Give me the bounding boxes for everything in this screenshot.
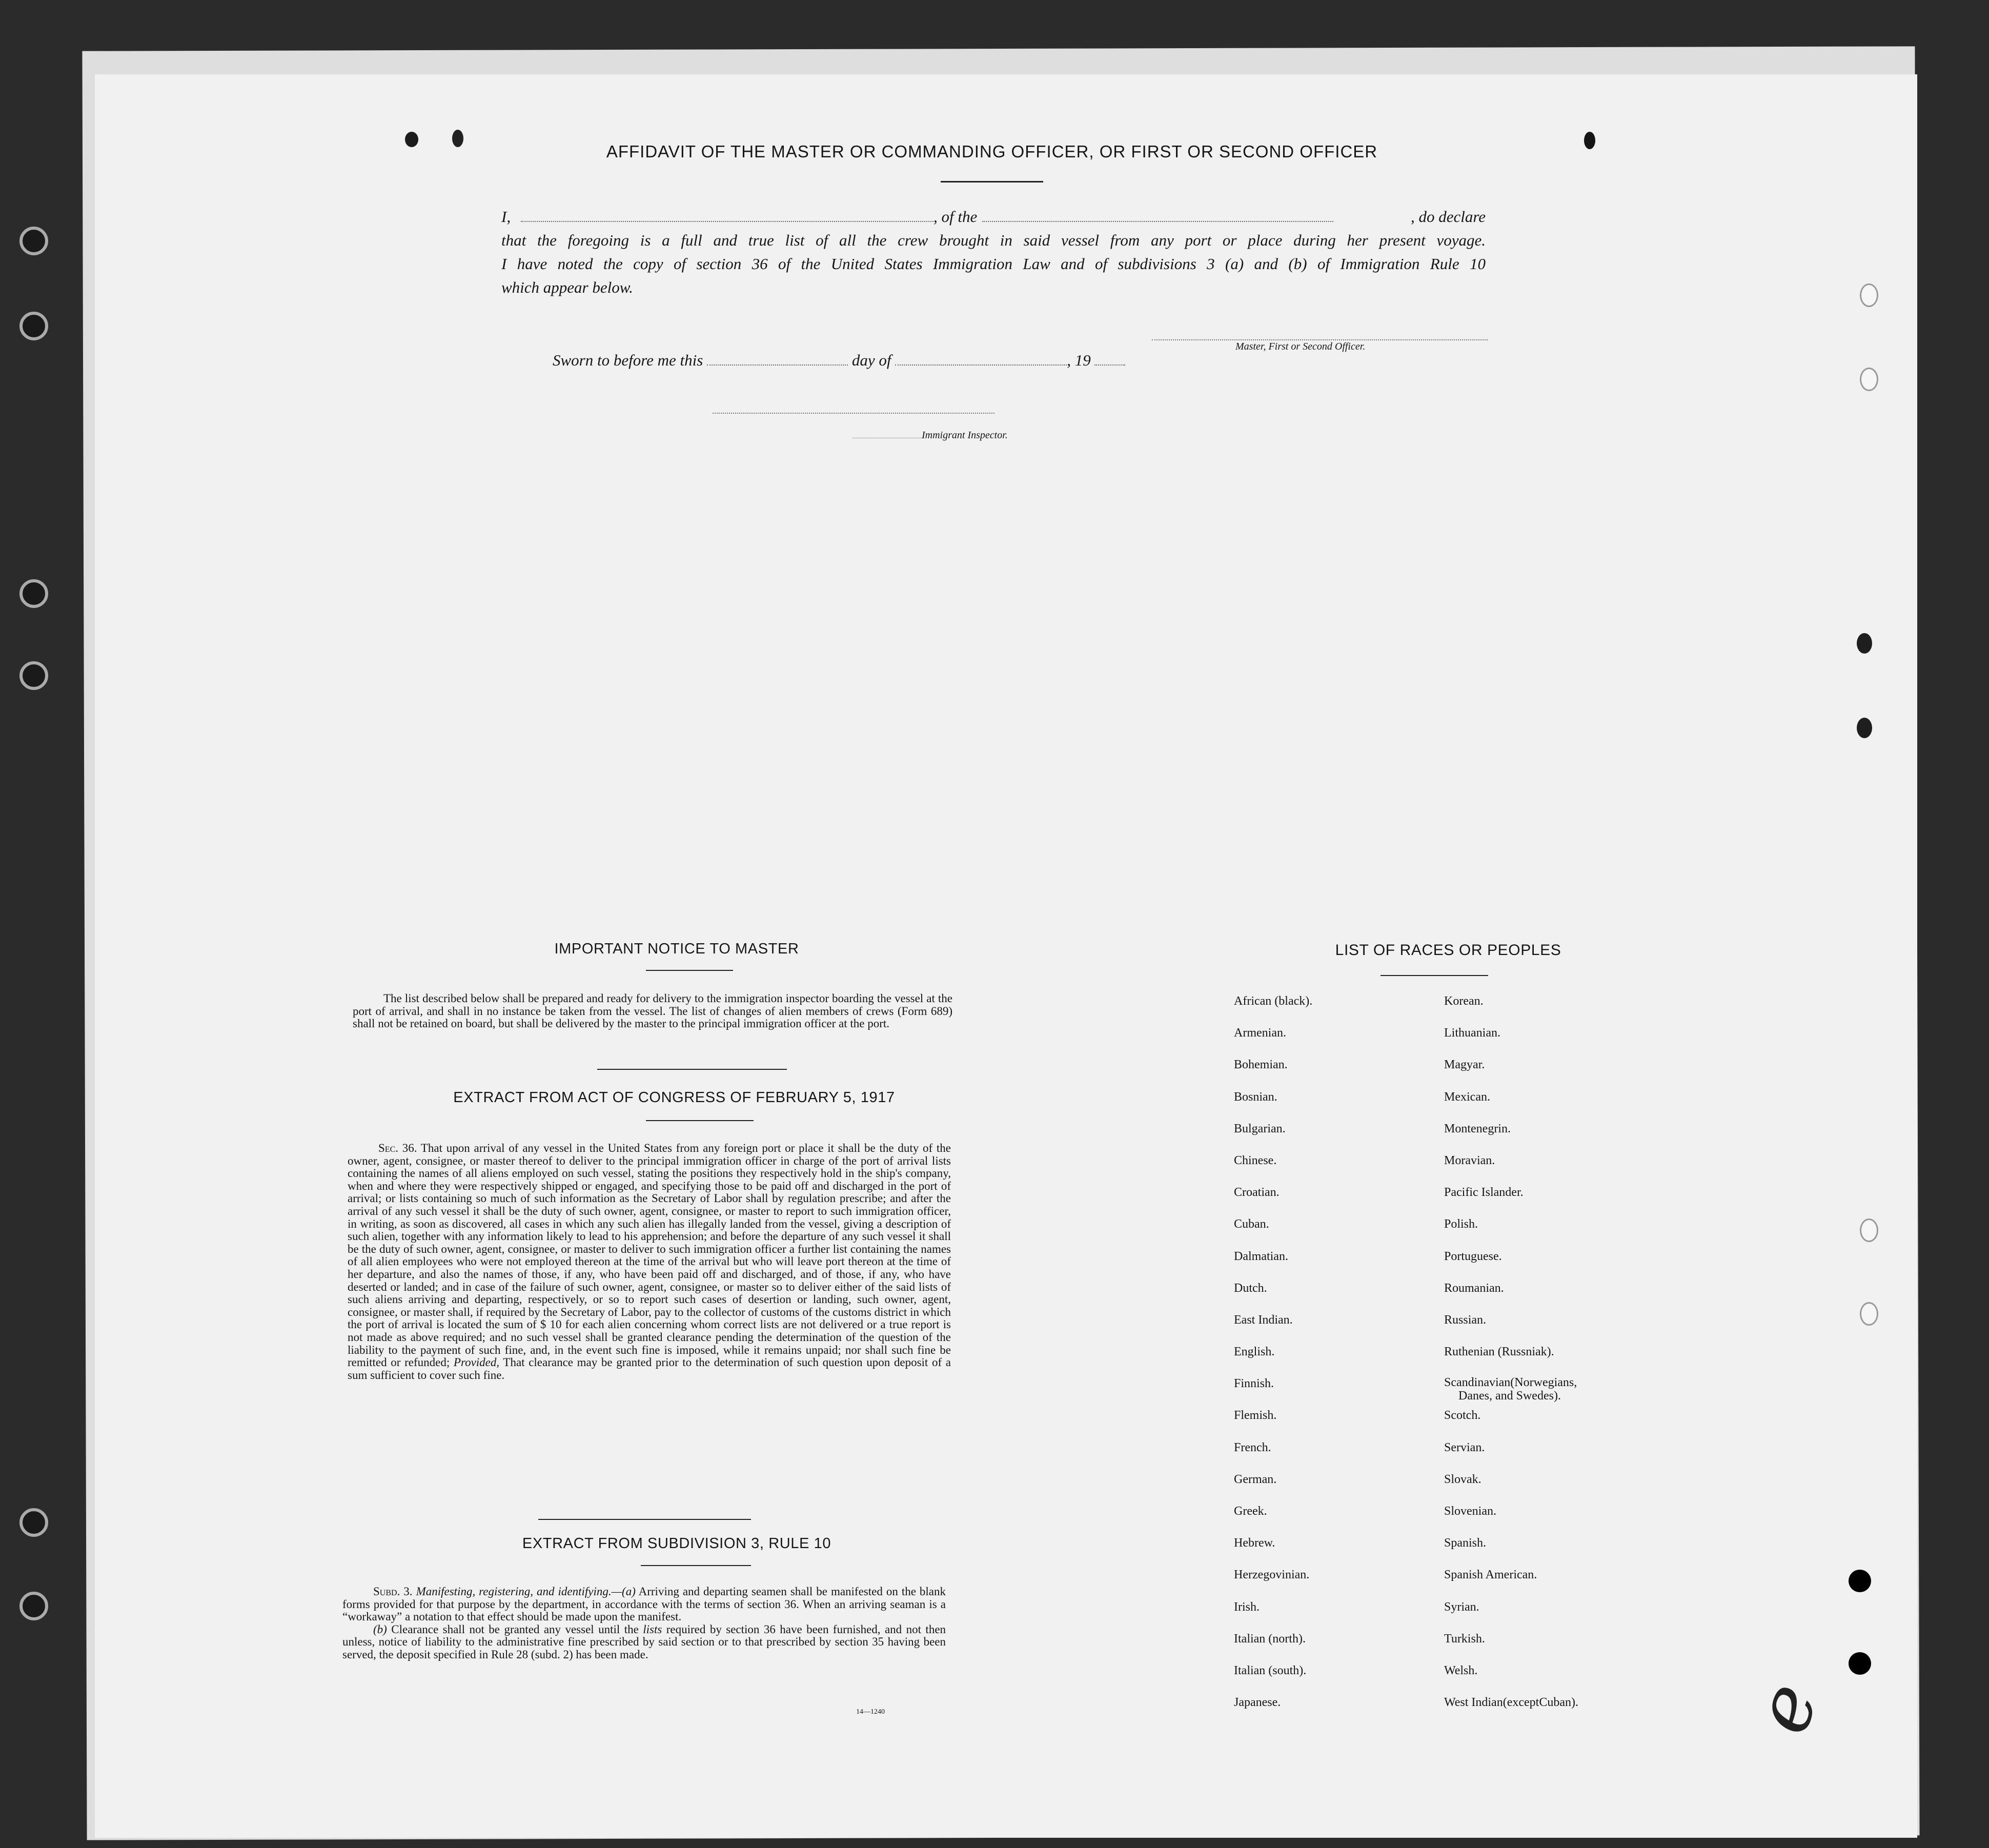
master-signature-line[interactable] [1152, 339, 1488, 340]
race-item: Bosnian. [1234, 1090, 1277, 1104]
sworn-line [553, 351, 1125, 370]
rule-text-a: Arriving and departing seamen shall be manifested on the blank forms provided for that purpose by the department, in accordance with the terms of section 36. When an arriving seaman is a “workaway” a notation to that effect should be made upon the manifest. [342, 1585, 946, 1623]
subd-heading: Manifesting, registering, and identifying.—(a) [416, 1585, 636, 1598]
race-item: Hebrew. [1234, 1536, 1275, 1550]
race-item: Lithuanian. [1444, 1026, 1500, 1040]
races-right-column [1444, 993, 1578, 1727]
races-rule [1381, 975, 1488, 976]
race-item: Dutch. [1234, 1281, 1267, 1295]
sec-label: Sec. 36. [378, 1142, 417, 1154]
race-item: Ruthenian (Russniak). [1444, 1345, 1554, 1359]
race-item: Portuguese. [1444, 1249, 1502, 1263]
race-item: Korean. [1444, 994, 1484, 1008]
provided-label: Provided, [453, 1356, 500, 1369]
inspector-dots [853, 432, 922, 438]
punch-hole [1584, 132, 1595, 149]
race-item: Armenian. [1234, 1026, 1286, 1040]
affidavit-text [501, 205, 1486, 299]
punch-hole [1860, 283, 1878, 307]
race-item: Japanese. [1234, 1696, 1281, 1710]
notice-rule [646, 970, 733, 971]
year-prefix: , 19 [1067, 351, 1091, 369]
race-item: Scotch. [1444, 1409, 1481, 1423]
race-item: East Indian. [1234, 1313, 1293, 1327]
punch-hole [1849, 1570, 1871, 1592]
race-item: Montenegrin. [1444, 1122, 1511, 1135]
race-item: West Indian(exceptCuban). [1444, 1696, 1578, 1710]
title-rule [941, 181, 1043, 182]
race-item: Mexican. [1444, 1090, 1490, 1104]
race-item: Cuban. [1234, 1217, 1269, 1231]
race-item: Servian. [1444, 1440, 1485, 1454]
subd-label: Subd. 3. [373, 1585, 413, 1598]
race-item: Pacific Islander. [1444, 1186, 1524, 1200]
race-item: Greek. [1234, 1505, 1267, 1518]
rule-paragraph [342, 1586, 946, 1661]
document-page [95, 74, 1917, 1838]
act-text-end: That clearance may be granted prior to the determination of such question upon deposit of a sum sufficient to cover such fine. [348, 1356, 951, 1382]
race-item: Spanish. [1444, 1536, 1487, 1550]
form-number: 14—1240 [856, 1708, 885, 1716]
binder-hole [19, 1508, 48, 1537]
race-item: Herzegovinian. [1234, 1568, 1310, 1582]
race-item: Polish. [1444, 1217, 1478, 1231]
race-item: Bulgarian. [1234, 1122, 1286, 1135]
rule-rule [641, 1565, 751, 1566]
punch-hole [405, 132, 418, 147]
rule-text-b2: required by section 36 have been furnished, and not then unless, notice of liability to the administrative fine prescribed by said section or to that prescribed by section 35 having been served, the deposit specified in Rule 28 (subd. 2) has been made. [342, 1622, 946, 1661]
race-item: Italian (north). [1234, 1632, 1306, 1646]
affidavit-i-label: I, [501, 208, 511, 226]
binder-hole [19, 227, 48, 255]
day-of-label: day of [851, 351, 891, 369]
punch-hole [452, 130, 463, 147]
affidavit-line-1 [501, 205, 1486, 229]
race-item: German. [1234, 1472, 1277, 1486]
section-divider [538, 1519, 751, 1520]
affidavit-line-4: which appear below. [501, 278, 633, 296]
race-item: Turkish. [1444, 1632, 1485, 1646]
affidavit-line-2: that the foregoing is a full and true list of all the crew brought in said vessel from any port or place during her present voyage. [501, 231, 1486, 249]
punch-hole [1857, 718, 1872, 738]
notice-title: IMPORTANT NOTICE TO MASTER [554, 941, 799, 957]
sworn-prefix: Sworn to before me this [553, 351, 703, 369]
race-item: Italian (south). [1234, 1663, 1307, 1677]
punch-hole [1857, 633, 1872, 654]
race-item: Dalmatian. [1234, 1249, 1288, 1263]
inspector-signature-line[interactable] [713, 413, 994, 414]
binder-hole [19, 1592, 48, 1620]
handwritten-mark: e [1736, 1671, 1836, 1745]
master-signature-label: Master, First or Second Officer. [1235, 341, 1366, 352]
race-item: Slovenian. [1444, 1505, 1496, 1518]
punch-hole [1849, 1652, 1871, 1675]
affidavit-line-3: I have noted the copy of section 36 of the United States Immigration Law and of subdivisions 3 (a) and (b) of Immigration Rule 10 [501, 255, 1486, 273]
race-item: African (black). [1234, 994, 1313, 1008]
act-text: That upon arrival of any vessel in the United States from any foreign port or place it shall be the duty of the owner, agent, consignee, or master thereof to deliver to the principal immigration officer in charge of the port of arrival lists containing the names of all aliens employed on such vessel, stating the positions they respectively hold in the ship's company, when and where they were respectively shipped or engaged, and specifying those to be paid off and discharged in the port of arrival; or lists containing so much of such information as the Secretary of Labor shall by regulation prescribe; and after the arrival of any such vessel it shall be the duty of such owner, agent, consignee, or master to report to such immigration officer, in writing, as soon as discovered, all cases in which any such alien has illegally landed from the vessel, giving a description of such alien, together with any information likely to lead to his apprehension; and before the departure of any such vessel it shall be the duty of such owner, agent, consignee, or master to deliver to such immigration officer a further list containing the names of all alien employees who were not employed thereon at the time of the arrival but who will leave port thereon at the time of her departure, and also the names of those, if any, who have been paid off and discharged, and of those, if any, who have deserted or landed; and in case of the failure of such owner, agent, consignee, or master so to deliver either of the said lists of such aliens arriving and departing, respectively, or so to report such cases of desertion or landing, such owner, agent, consignee, or master shall, if required by the Secretary of Labor, pay to the collector of customs of the customs district in which the port of arrival is located the sum of $ 10 for each alien concerning whom correct lists are not delivered or a true report is not made as above required; and no such vessel shall be granted clearance pending the determination of the question of the liability to the payment of such fine, and, in the event such fine is imposed, while it remains unpaid; nor shall such fine be remitted or refunded; [348, 1142, 951, 1369]
race-item: Moravian. [1444, 1153, 1495, 1167]
act-title: EXTRACT FROM ACT OF CONGRESS OF FEBRUARY 5, 1917 [453, 1089, 895, 1106]
affidavit-title: AFFIDAVIT OF THE MASTER OR COMMANDING OFFICER, OR FIRST OR SECOND OFFICER [606, 142, 1378, 161]
inspector-label [853, 430, 1008, 441]
races-left-column [1234, 993, 1312, 1727]
race-item: Bohemian. [1234, 1058, 1288, 1072]
binder-hole [19, 312, 48, 340]
rule-text-b1: Clearance shall not be granted any vessel until the [391, 1622, 639, 1636]
rule-title: EXTRACT FROM SUBDIVISION 3, RULE 10 [522, 1535, 831, 1552]
races-title: LIST OF RACES OR PEOPLES [1335, 942, 1561, 959]
b-label: (b) [373, 1622, 387, 1636]
section-divider [597, 1069, 787, 1070]
race-item [1444, 1376, 1578, 1408]
notice-text: The list described below shall be prepared and ready for delivery to the immigration inspector boarding the vessel at the port of arrival, and shall in no instance be taken from the vessel. The list of changes of alien members of crews (Form 689) shall not be retained on board, but shall be delivered by the master to the principal immigration officer at the port. [353, 992, 952, 1030]
binder-hole [19, 579, 48, 608]
race-item: Spanish American. [1444, 1568, 1537, 1582]
sworn-day-field[interactable] [707, 352, 848, 365]
race-item: Welsh. [1444, 1663, 1478, 1677]
race-item: Chinese. [1234, 1153, 1277, 1167]
race-item: Irish. [1234, 1600, 1260, 1614]
race-item: Flemish. [1234, 1409, 1277, 1423]
race-item: Finnish. [1234, 1377, 1274, 1391]
binder-hole [19, 661, 48, 690]
sworn-month-field[interactable] [895, 352, 1067, 365]
vessel-field[interactable] [982, 206, 1333, 222]
punch-hole [1860, 1302, 1878, 1326]
sworn-year-field[interactable] [1094, 352, 1125, 365]
punch-hole [1860, 1219, 1878, 1242]
race-item: English. [1234, 1345, 1275, 1359]
race-item: Roumanian. [1444, 1281, 1504, 1295]
of-the-label: , of the [933, 208, 978, 226]
race-item: Russian. [1444, 1313, 1487, 1327]
race-item: Magyar. [1444, 1058, 1485, 1072]
race-item: French. [1234, 1440, 1271, 1454]
do-declare-label: , do declare [1410, 208, 1486, 226]
name-field[interactable] [521, 206, 933, 222]
act-paragraph [348, 1142, 951, 1382]
lists-word: lists [643, 1622, 662, 1636]
act-rule [646, 1120, 754, 1121]
race-item: Slovak. [1444, 1472, 1481, 1486]
race-item: Croatian. [1234, 1186, 1280, 1200]
race-item-cont: Danes, and Swedes). [1458, 1389, 1561, 1403]
notice-paragraph [353, 992, 952, 1030]
race-item-text: Scandinavian(Norwegians, [1444, 1376, 1577, 1390]
inspector-label-text: Immigrant Inspector. [922, 430, 1008, 441]
punch-hole [1860, 368, 1878, 391]
race-item: Syrian. [1444, 1600, 1479, 1614]
